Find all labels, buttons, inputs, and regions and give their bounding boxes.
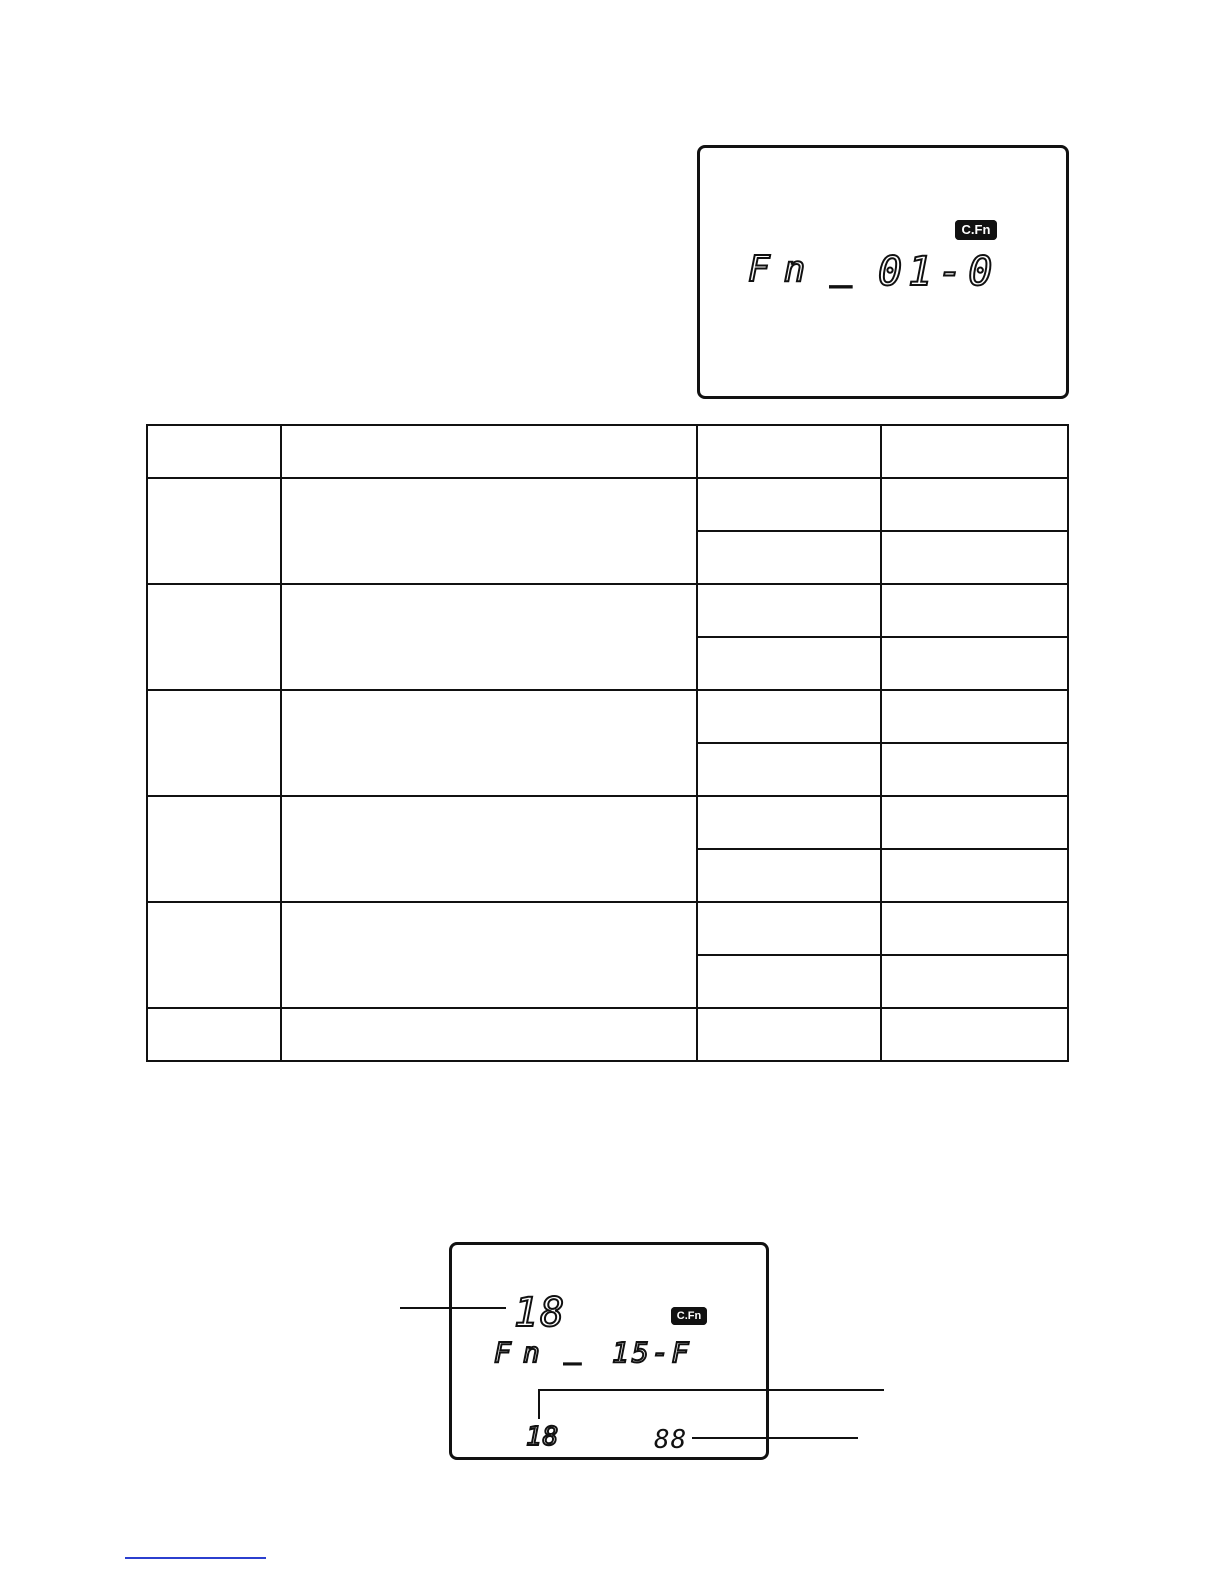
table-cell xyxy=(147,584,281,690)
table-cell xyxy=(147,1008,281,1061)
table-cell xyxy=(881,478,1068,531)
table-cell xyxy=(697,1008,881,1061)
lcd-function-number: 01-0 xyxy=(878,249,999,295)
table-row xyxy=(147,478,1068,531)
table-cell xyxy=(281,1008,697,1061)
table-header-row xyxy=(147,425,1068,478)
table-cell xyxy=(147,478,281,584)
header-cell xyxy=(881,425,1068,478)
table-cell xyxy=(881,1008,1068,1061)
table-cell xyxy=(697,849,881,902)
table-cell xyxy=(281,690,697,796)
table-cell xyxy=(881,690,1068,743)
table-cell xyxy=(881,637,1068,690)
table-cell xyxy=(881,902,1068,955)
table-cell xyxy=(881,584,1068,637)
table-cell xyxy=(697,796,881,849)
table-cell xyxy=(881,849,1068,902)
table-cell xyxy=(697,531,881,584)
lcd-bottom-right-digits: 88 xyxy=(654,1425,688,1455)
cfn-badge xyxy=(955,220,997,240)
table-cell xyxy=(281,584,697,690)
table-cell xyxy=(697,902,881,955)
table-cell xyxy=(281,902,697,1008)
header-cell xyxy=(147,425,281,478)
table-cell xyxy=(281,796,697,902)
lcd-fn-prefix: Fn xyxy=(748,249,820,290)
cfn-badge-label: C.Fn xyxy=(676,1310,702,1322)
table-cell xyxy=(881,531,1068,584)
table-row xyxy=(147,796,1068,849)
table-cell xyxy=(881,955,1068,1008)
table-cell xyxy=(147,796,281,902)
table-cell xyxy=(147,902,281,1008)
lcd-bottom-left-digits: 18 xyxy=(526,1422,560,1452)
table-cell xyxy=(697,584,881,637)
callout-line-bottom-left-horizontal xyxy=(538,1389,884,1391)
table-row xyxy=(147,902,1068,955)
callout-line-bottom-left-vertical xyxy=(538,1389,540,1419)
function-settings-table xyxy=(146,424,1069,1062)
lcd-fn-prefix: Fn xyxy=(494,1336,552,1369)
table-cell xyxy=(881,796,1068,849)
table-row xyxy=(147,584,1068,637)
table-cell xyxy=(697,478,881,531)
table-cell xyxy=(697,743,881,796)
lcd-display-top xyxy=(697,145,1069,399)
table-row xyxy=(147,1008,1068,1061)
table-row xyxy=(147,690,1068,743)
header-cell xyxy=(281,425,697,478)
table-cell xyxy=(697,690,881,743)
lcd-top-digits: 18 xyxy=(514,1290,567,1336)
lcd-display-bottom xyxy=(449,1242,769,1460)
lcd-dash: _ xyxy=(830,247,858,288)
table-cell xyxy=(281,478,697,584)
footnote-separator xyxy=(125,1557,266,1559)
lcd-dash: _ xyxy=(564,1332,587,1365)
table-cell xyxy=(881,743,1068,796)
table-cell xyxy=(697,637,881,690)
callout-line-bottom-right xyxy=(692,1437,858,1439)
table-cell xyxy=(147,690,281,796)
header-cell xyxy=(697,425,881,478)
cfn-badge-label: C.Fn xyxy=(961,222,991,237)
cfn-badge xyxy=(671,1307,707,1325)
lcd-function-number: 15-F xyxy=(612,1336,692,1369)
callout-line-top-digits xyxy=(400,1307,506,1309)
table-cell xyxy=(697,955,881,1008)
